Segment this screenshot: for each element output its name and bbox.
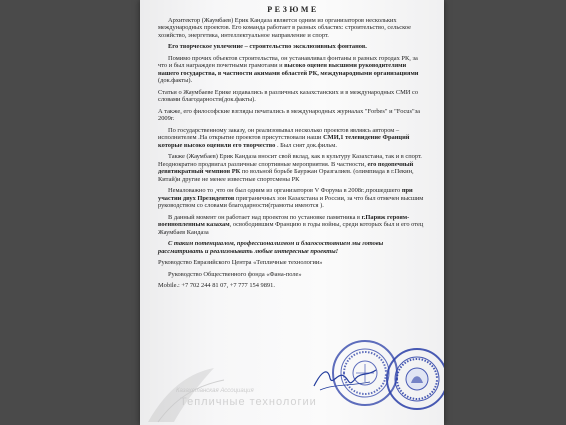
document-page [140,0,444,425]
text-fountains-c: (док.факты). [158,77,193,84]
paragraph-fountains [158,55,428,85]
text-sport-c: по вольной борьбе Бауржан Оразгалиев. (олимпиада в г.Пекин, Китай)и другие не менее известные спортсмены РК [158,168,414,183]
watermark-line2: Тепличные технологии [180,396,317,408]
signature-greenhouse-center: Руководство Евразийского Центра «Тепличные технологии» [158,259,323,266]
paragraph-monument [158,214,428,237]
text-fountains-a: Помимо прочих объектов строительства, он устанавливал фонтаны в разных городах РК, за что и был награжден почетными грамотами и [158,54,418,69]
document-body [158,6,428,294]
round-stamp-right [386,348,444,410]
text-forum-a: Немаловажно то ,что он был одним из организаторов V Форума в 2008г.,прошедшего [168,187,402,194]
paragraph-state-order [158,127,428,150]
contact-phones: Mobile.: +7 702 244 81 07, +7 777 154 9891. [158,282,275,289]
text-monument-c: , освободившим Францию в годы войны, среди которых был и его отец Жаумбаев Кандаза [158,221,424,236]
paragraph-hobby: Его творческое увлечение – строительство эксклюзивных фонтанов. [168,43,367,50]
text-sport-a: Также (Жаумбаев) Ерик Кандаза вносит свой вклад, как в культуру Казахстана, так и в спорт. Неоднократно продвигал различные спортивные мероприятия. В частности, [158,153,422,168]
text-state-c: . Был снят док.фильм. [275,141,337,149]
text-forum-c: приграничных зон Казахстана и России, за что был отмечен высшим руководством со словами благодарности(грамоты имеются ). [158,194,424,209]
signature-public-fund: Руководство Общественного фонда «Фана-поле» [168,270,302,278]
watermark-line1: Казахстанская Ассоциация [176,388,254,394]
text-fountains-b: высоко оценен высшими руководителями нашего государства, в частности акимами областей РК, международными организациями [158,62,419,77]
stamp-emblem-icon [388,350,444,408]
text-sport-b: его подопечный девятикратный чемпион РК [158,160,414,175]
text-monument-a: В данный момент он работает над проектом по установке памятника в [168,213,362,221]
document-title: РЕЗЮМЕ [267,5,319,14]
text-state-b: СМИ,1 телевидение Франций которые высоко оценили его творчество [158,134,410,149]
paragraph-sport [158,153,428,183]
text-forum-b: при участии двух Президентов [158,187,413,202]
paragraph-forum [158,187,428,210]
paragraph-journals: А также, его философские взгляды печатались в международных журналах "Forbes" и "Focus"за 2009г. [158,107,420,122]
text-state-a: По государственному заказу, он реализовывал несколько проектов являясь автором –исполнителем .На открытие проектов присутствовали наши [158,126,400,141]
paragraph-intro: Архитектор (Жаумбаев) Ерик Кандаза является одним из организаторов нескольких международных проектов. Его команда работает в разных областях: строительство, сельское хозяйство, энергетика, интеллектуальное направление и спорт. [158,16,411,39]
text-monument-b: г.Париж героям-военнопленным казахам [158,213,410,228]
paragraph-closing: С таким потенциалом, профессионализмом и благосостоянием мы готовы рассматривать и реализовывать любые интересные проекты! [158,240,384,255]
paragraph-articles: Статьи о Жаумбаеве Ерике издавались в различных казахстанских и в международных СМИ со словами благодарности(док.факты). [158,88,419,103]
